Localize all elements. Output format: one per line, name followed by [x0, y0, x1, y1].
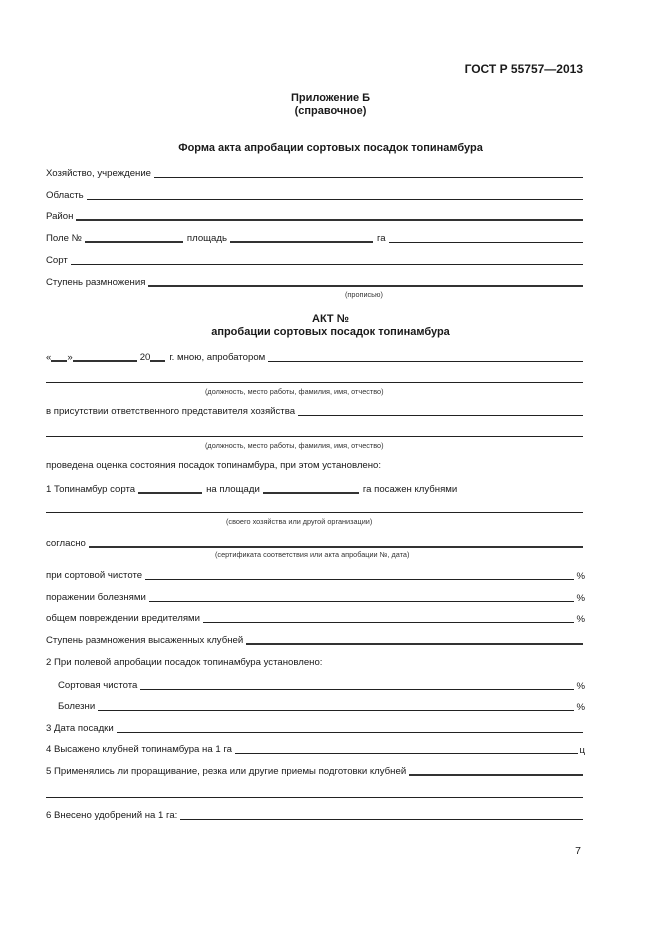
pests-field[interactable] — [203, 622, 574, 623]
disease-percent: % — [576, 593, 585, 604]
item5-row — [46, 764, 583, 778]
purity-field[interactable] — [145, 579, 574, 580]
appendix-label: Приложение Б — [290, 92, 371, 104]
tubers-per-ha-field[interactable] — [235, 753, 578, 754]
purity-row — [46, 568, 585, 582]
planting-date-field[interactable] — [117, 732, 583, 733]
disease-row — [46, 590, 585, 604]
inspector-field[interactable] — [268, 361, 583, 362]
field-no-label: Поле № — [46, 233, 82, 244]
disease2-field[interactable] — [98, 710, 574, 711]
item1-variety-label: 1 Топинамбур сорта — [46, 484, 136, 495]
according-label: согласно — [46, 538, 86, 549]
assessment-text: проведена оценка состояния посадок топинамбура, при этом установлено: — [46, 460, 382, 471]
position-caption-2: (должность, место работы, фамилия, имя, отчество) — [205, 441, 384, 450]
farm-label: Хозяйство, учреждение — [46, 168, 152, 179]
district-row — [46, 209, 583, 223]
district-field[interactable] — [76, 219, 583, 221]
tubers-origin-line[interactable] — [46, 512, 583, 513]
pests-row — [46, 611, 585, 625]
farm-field[interactable] — [154, 177, 583, 178]
certificate-field[interactable] — [89, 546, 583, 548]
form-title: Форма акта апробации сортовых посадок топинамбура — [178, 142, 483, 154]
according-row — [46, 536, 583, 550]
representative-field[interactable] — [298, 415, 583, 416]
item1-tubers-label: га посажен клубнями — [362, 484, 458, 495]
purity2-field[interactable] — [140, 689, 574, 690]
region-row — [46, 188, 583, 202]
stage-planted-label: Ступень размножения высаженных клубней — [46, 635, 244, 646]
item6-label: 6 Внесено удобрений на 1 га: — [46, 810, 178, 821]
ha-label: га — [376, 233, 386, 244]
representative-line-2[interactable] — [46, 436, 583, 437]
item3-label: 3 Дата посадки — [46, 723, 114, 734]
purity2-percent: % — [576, 681, 585, 692]
year-field[interactable] — [150, 360, 165, 362]
item1-row — [46, 482, 583, 496]
field-row — [46, 231, 583, 245]
date-mid: » — [67, 352, 73, 363]
day-field[interactable] — [51, 360, 67, 362]
variety-row — [46, 253, 583, 267]
area-label: площадь — [186, 233, 227, 244]
centner-unit: ц — [579, 745, 585, 756]
stage-label: Ступень размножения — [46, 277, 146, 288]
pests-label: общем повреждении вредителями — [46, 613, 201, 624]
act-title: АКТ № — [312, 313, 349, 325]
stage-field[interactable] — [148, 285, 583, 287]
presence-label: в присутствии ответственного представителя хозяйства — [46, 406, 296, 417]
fertilizer-field[interactable] — [180, 819, 583, 820]
item1-area-label: на площади — [206, 484, 260, 495]
stage-row — [46, 275, 583, 289]
disease2-row — [58, 699, 585, 713]
item1-area-field[interactable] — [263, 492, 359, 494]
district-label: Район — [46, 211, 74, 222]
page-number: 7 — [575, 845, 581, 857]
item2-text: 2 При полевой апробации посадок топинамбура установлено: — [46, 657, 323, 668]
item1-variety-field[interactable] — [138, 492, 202, 494]
date-row — [46, 350, 583, 364]
purity2-label: Сортовая чистота — [58, 680, 138, 691]
year-prefix: 20 — [139, 352, 151, 363]
position-caption: (должность, место работы, фамилия, имя, отчество) — [205, 387, 384, 396]
appendix-note: (справочное) — [294, 105, 367, 117]
act-subtitle: апробации сортовых посадок топинамбура — [211, 326, 450, 338]
item4-row — [46, 742, 585, 756]
ha-field[interactable] — [389, 242, 583, 243]
disease-field[interactable] — [149, 601, 575, 602]
farm-row — [46, 166, 583, 180]
disease2-percent: % — [576, 702, 585, 713]
item4-label: 4 Высажено клубней топинамбура на 1 га — [46, 744, 232, 755]
pests-percent: % — [576, 614, 585, 625]
standard-number: ГОСТ Р 55757—2013 — [464, 62, 583, 76]
stage-planted-field[interactable] — [246, 643, 583, 645]
region-label: Область — [46, 190, 84, 201]
variety-label: Сорт — [46, 255, 68, 266]
presence-row — [46, 404, 583, 418]
inspector-line-2[interactable] — [46, 382, 583, 383]
disease2-label: Болезни — [58, 701, 96, 712]
area-field[interactable] — [230, 241, 373, 243]
region-field[interactable] — [87, 199, 583, 200]
item5-label: 5 Применялись ли проращивание, резка или другие приемы подготовки клубней — [46, 766, 407, 777]
stage-planted-row — [46, 633, 583, 647]
in-words-caption: (прописью) — [345, 290, 383, 299]
by-me-label: г. мною, апробатором — [169, 352, 266, 363]
item6-row — [46, 808, 583, 822]
preparation-field[interactable] — [409, 774, 583, 776]
item3-row — [46, 721, 583, 735]
preparation-line-2[interactable] — [46, 797, 583, 798]
purity-percent: % — [576, 571, 585, 582]
purity2-row — [58, 678, 585, 692]
purity-label: при сортовой чистоте — [46, 570, 143, 581]
disease-label: поражении болезнями — [46, 592, 146, 603]
field-no-field[interactable] — [85, 241, 183, 243]
origin-caption: (своего хозяйства или другой организации) — [226, 517, 373, 526]
variety-field[interactable] — [71, 264, 583, 265]
date-open: « — [46, 352, 52, 363]
month-field[interactable] — [73, 360, 137, 362]
certificate-caption: (сертификата соответствия или акта апробации №, дата) — [215, 550, 410, 559]
